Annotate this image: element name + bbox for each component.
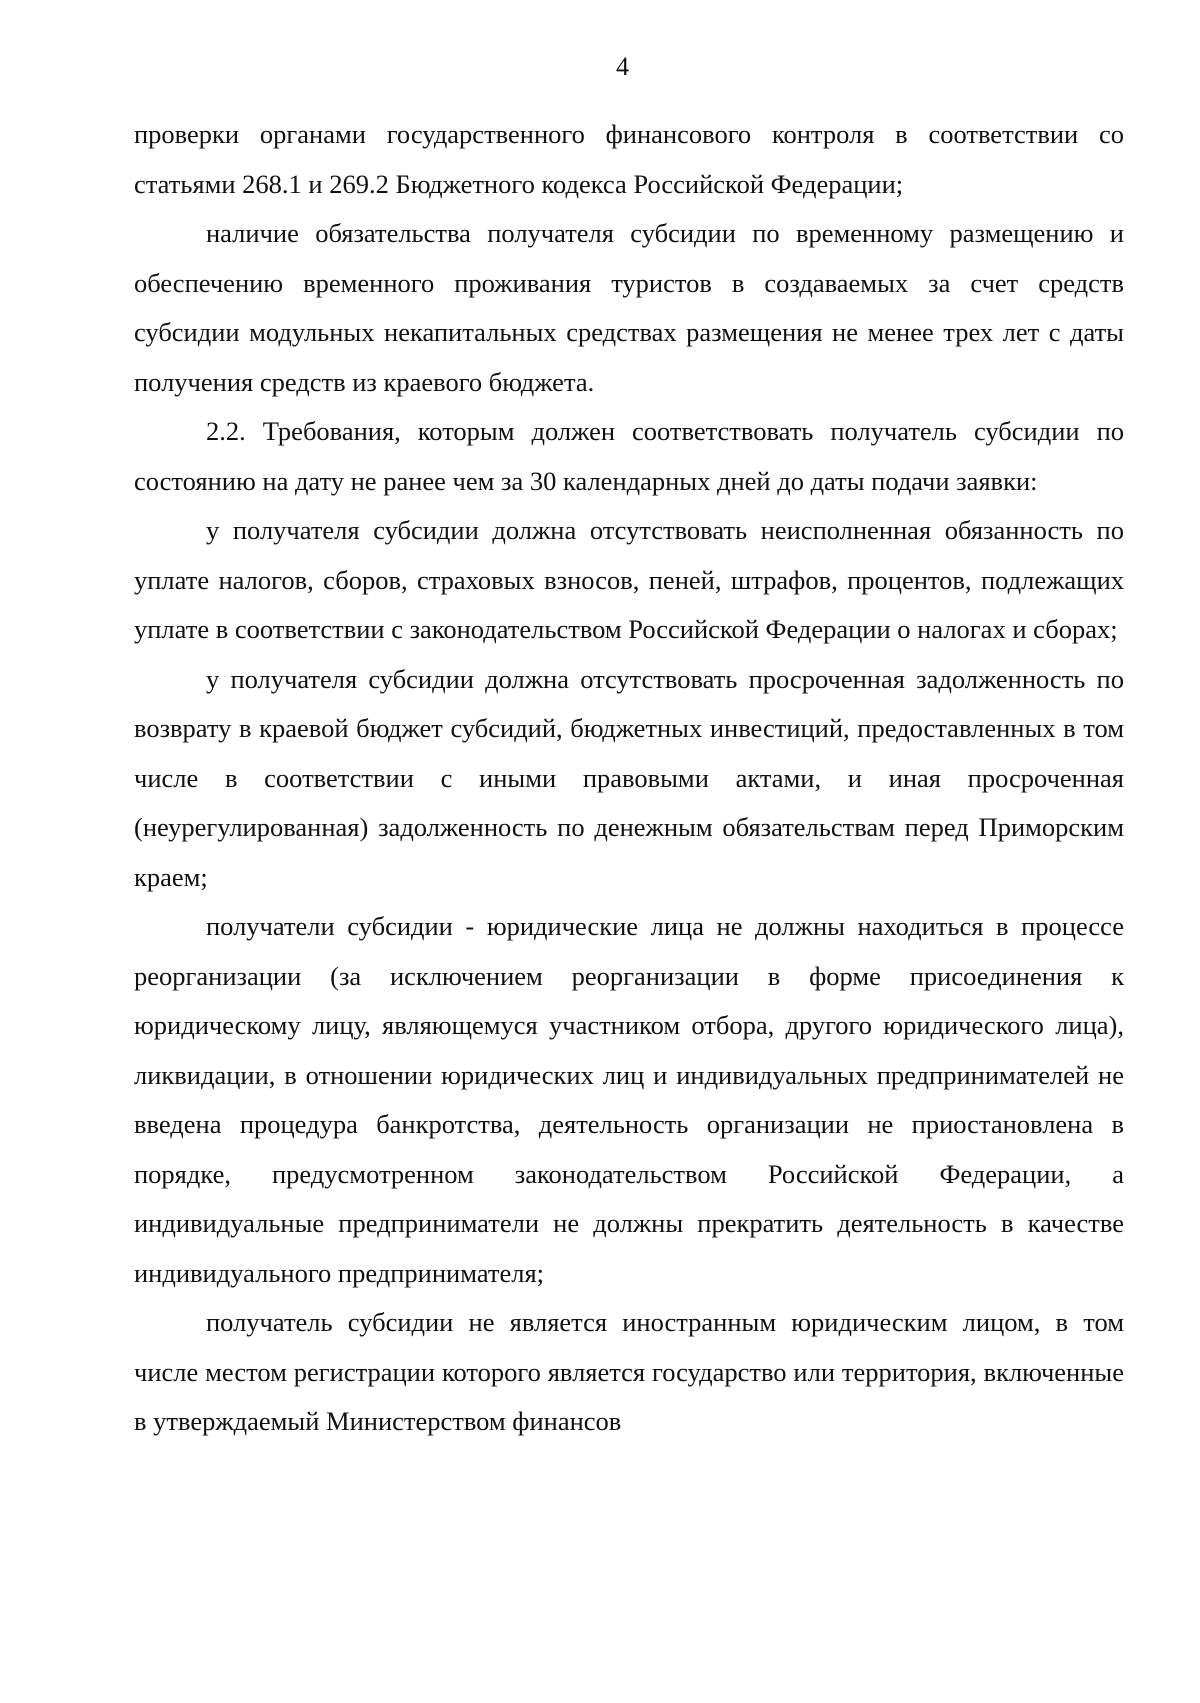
paragraph-reorganization: получатели субсидии - юридические лица не должны находиться в процессе реорганизации (за исключением реорганизации в форме присоединения к юридическому лицу, являющемуся участником отбора, другого юридического лица), ликвидации, в отношении юридических лиц и индивидуальных предпринимателей не введена процедура банкротства, деятельность организации не приостановлена в порядке, предусмотренном законодательством Российской Федерации, а индивидуальные предприниматели не должны прекратить деятельность в качестве индивидуального предпринимателя; <box>134 911 1124 1288</box>
paragraph-overdue-debt: у получателя субсидии должна отсутствовать просроченная задолженность по возврату в краевой бюджет субсидий, бюджетных инвестиций, предоставленных в том числе в соответствии с иными правовыми актами, и иная просроченная (неурегулированная) задолженность по денежным обязательствам перед Приморским краем; <box>134 663 1124 892</box>
paragraph-continuation: проверки органами государственного финансового контроля в соответствии со статьями 268.1 и 269.2 Бюджетного кодекса Российской Федерации; <box>134 119 1124 199</box>
paragraph-requirements-2-2: 2.2. Требования, которым должен соответствовать получатель субсидии по состоянию на дату не ранее чем за 30 календарных дней до даты подачи заявки: <box>134 416 1124 496</box>
paragraph-foreign-entity: получатель субсидии не является иностранным юридическим лицом, в том числе местом регистрации которого является государство или территория, включенные в утверждаемый Министерством финансов <box>134 1307 1124 1436</box>
paragraph-obligation: наличие обязательства получателя субсидии по временному размещению и обеспечению временного проживания туристов в создаваемых за счет средств субсидии модульных некапитальных средствах размещения не менее трех лет с даты получения средств из краевого бюджета. <box>134 218 1124 397</box>
paragraph-tax-debt: у получателя субсидии должна отсутствовать неисполненная обязанность по уплате налогов, сборов, страховых взносов, пеней, штрафов, процентов, подлежащих уплате в соответствии с законодательством Российской Федерации о налогах и сборах; <box>134 515 1124 644</box>
page-number: 4 <box>616 52 629 81</box>
document-body <box>134 110 1124 1447</box>
